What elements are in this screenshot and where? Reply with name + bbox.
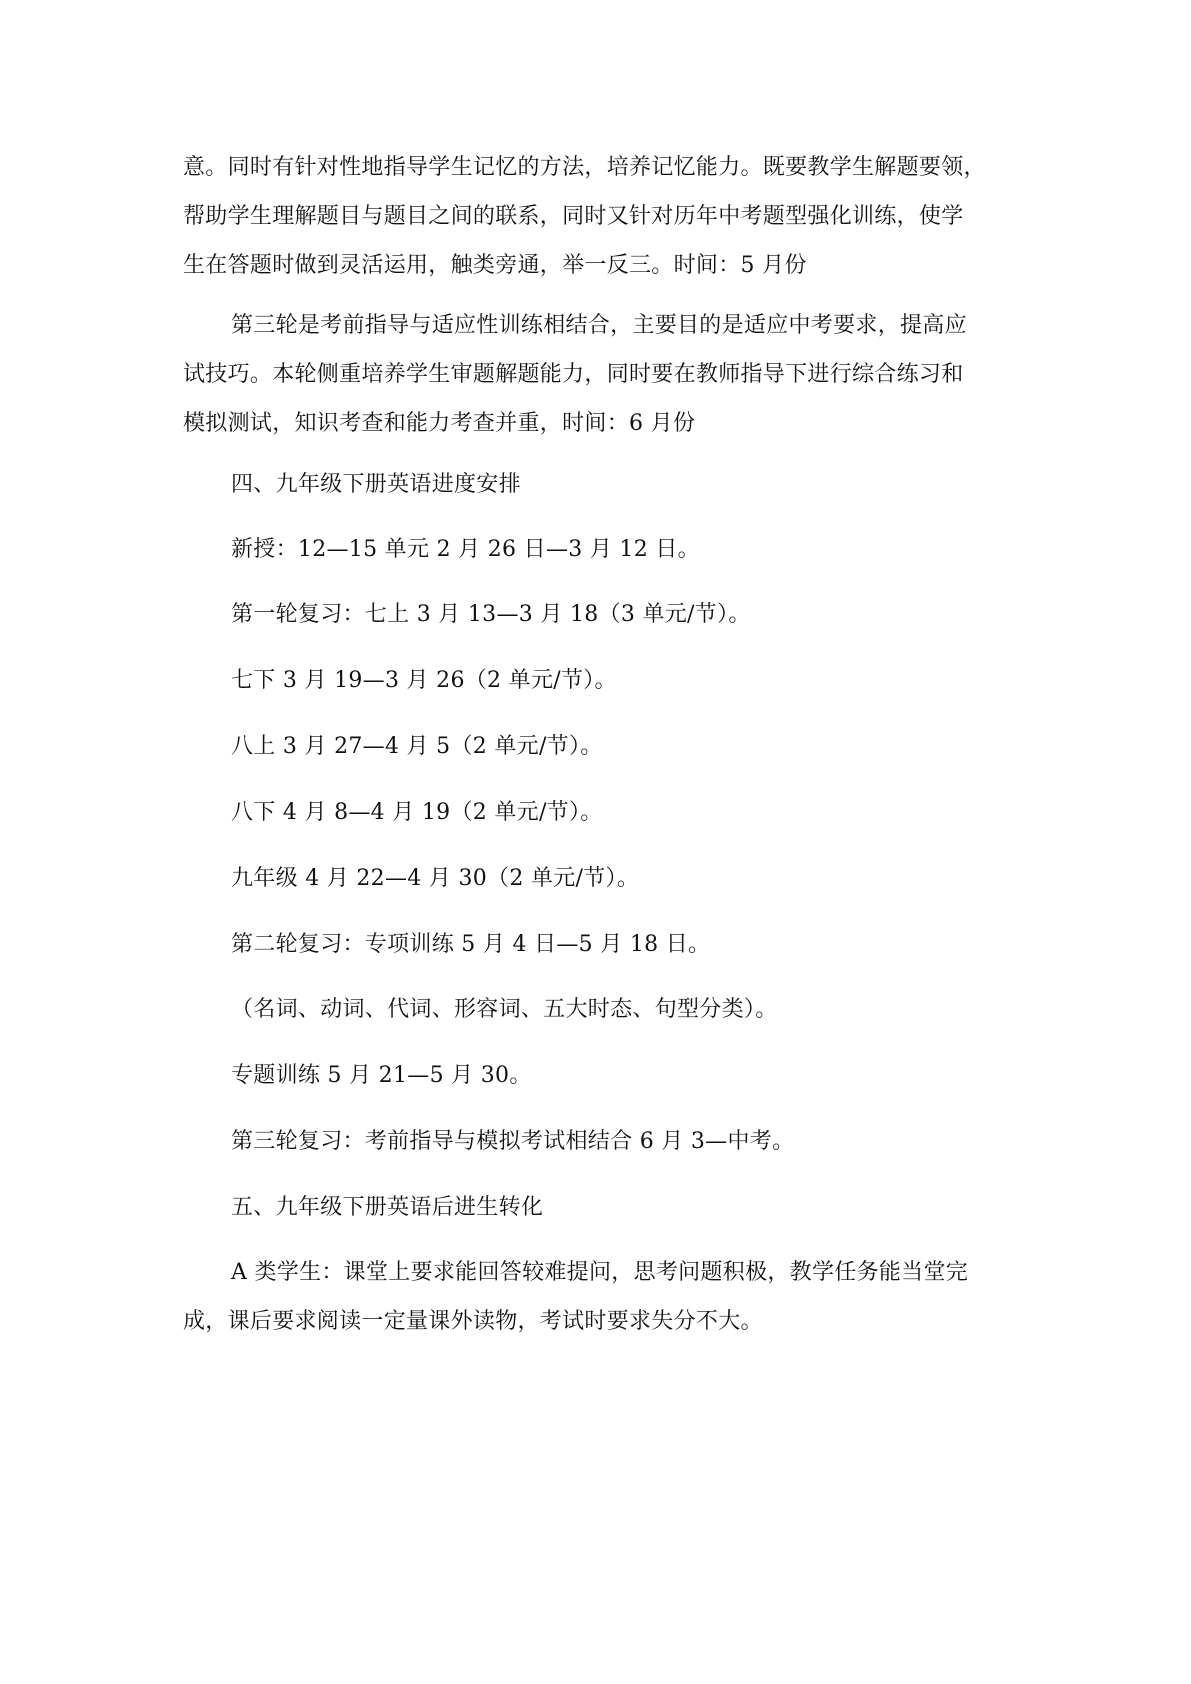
- text-line: 模拟测试，知识考查和能力考查并重，时间：6 月份: [183, 411, 696, 436]
- paragraph-class-a-students: [183, 1248, 1018, 1346]
- schedule-line: 八下 4 月 8—4 月 19（2 单元/节）。: [231, 800, 603, 825]
- text-line: 第三轮是考前指导与适应性训练相结合，主要目的是适应中考要求，提高应: [231, 313, 967, 338]
- schedule-line: 九年级 4 月 22—4 月 30（2 单元/节）。: [231, 866, 640, 891]
- schedule-line: 专题训练 5 月 21—5 月 30。: [231, 1063, 532, 1088]
- schedule-line: 新授：12—15 单元 2 月 26 日—3 月 12 日。: [231, 537, 700, 562]
- text-line: A 类学生：课堂上要求能回答较难提问，思考问题积极，教学任务能当堂完: [231, 1260, 969, 1285]
- schedule-line: 第二轮复习：专项训练 5 月 4 日—5 月 18 日。: [231, 932, 711, 957]
- section-heading-schedule: 四、九年级下册英语进度安排: [231, 472, 521, 497]
- paragraph-third-round: [183, 301, 1018, 448]
- text-line: 生在答题时做到灵活运用，触类旁通，举一反三。时间：5 月份: [183, 253, 807, 278]
- schedule-line: 八上 3 月 27—4 月 5（2 单元/节）。: [231, 734, 603, 759]
- section-heading-underachievers: 五、九年级下册英语后进生转化: [231, 1195, 544, 1220]
- schedule-line: 第一轮复习：七上 3 月 13—3 月 18（3 单元/节）。: [231, 602, 751, 627]
- schedule-line: （名词、动词、代词、形容词、五大时态、句型分类）。: [231, 997, 778, 1022]
- text-line: 试技巧。本轮侧重培养学生审题解题能力，同时要在教师指导下进行综合练习和: [183, 362, 964, 387]
- text-line: 帮助学生理解题目与题目之间的联系，同时又针对历年中考题型强化训练，使学: [183, 204, 964, 229]
- text-line: 成，课后要求阅读一定量课外读物，考试时要求失分不大。: [183, 1309, 763, 1334]
- paragraph-memory-training: [183, 143, 1018, 290]
- schedule-line: 第三轮复习：考前指导与模拟考试相结合 6 月 3—中考。: [231, 1129, 795, 1154]
- text-line: 意。同时有针对性地指导学生记忆的方法，培养记忆能力。既要教学生解题要领，: [183, 155, 986, 180]
- schedule-line: 七下 3 月 19—3 月 26（2 单元/节）。: [231, 668, 617, 693]
